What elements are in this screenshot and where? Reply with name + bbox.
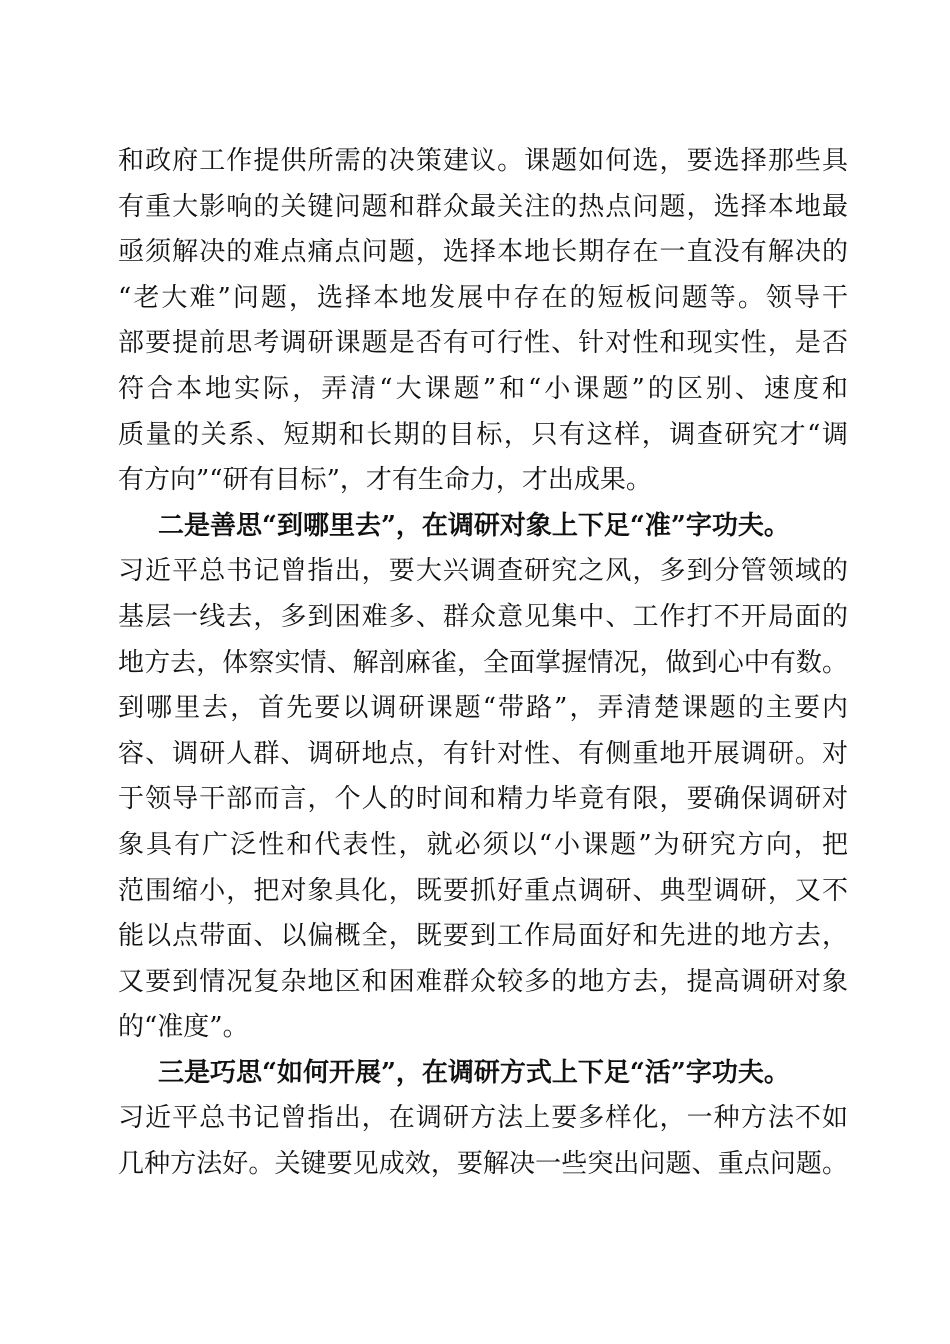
body-text (118, 139, 848, 1188)
text-line: 习近平总书记曾指出，要大兴调查研究之风，多到分管领域的 (118, 556, 848, 587)
text-line: 习近平总书记曾指出，在调研方法上要多样化，一种方法不如 (118, 1103, 848, 1134)
text-line: 又要到情况复杂地区和困难群众较多的地方去，提高调研对象 (118, 966, 848, 997)
paragraph-research-method (118, 1051, 848, 1188)
section-heading: 三是巧思“如何开展”，在调研方式上下足“活”字功夫。 (158, 1057, 790, 1088)
text-line: 能以点带面、以偏概全，既要到工作局面好和先进的地方去， (118, 921, 848, 952)
text-line: 和政府工作提供所需的决策建议。课题如何选，要选择那些具 (118, 146, 848, 176)
text-line: 的“准度”。 (118, 1012, 249, 1043)
text-line: 质量的关系、短期和长期的目标，只有这样，调查研究才“调 (118, 419, 848, 450)
text-line: 到哪里去，首先要以调研课题“带路”，弄清楚课题的主要内 (118, 693, 848, 724)
text-line: 部要提前思考调研课题是否有可行性、针对性和现实性，是否 (118, 328, 848, 359)
text-line: 基层一线去，多到困难多、群众意见集中、工作打不开局面的 (118, 601, 848, 632)
text-line: 于领导干部而言，个人的时间和精力毕竟有限，要确保调研对 (118, 784, 848, 815)
paragraph-topic-selection (118, 139, 848, 504)
section-heading: 二是善思“到哪里去”，在调研对象上下足“准”字功夫。 (158, 510, 790, 541)
text-line: 几种方法好。关键要见成效，要解决一些突出问题、重点问题。 (118, 1149, 848, 1180)
text-line: 亟须解决的难点痛点问题，选择本地长期存在一直没有解决的 (118, 237, 848, 268)
text-line: 容、调研人群、调研地点，有针对性、有侧重地开展调研。对 (118, 738, 848, 769)
text-line: 符合本地实际，弄清“大课题”和“小课题”的区别、速度和 (118, 373, 848, 404)
text-line: 范围缩小，把对象具化，既要抓好重点调研、典型调研，又不 (118, 875, 848, 906)
text-line: “老大难”问题，选择本地发展中存在的短板问题等。领导干 (118, 282, 848, 313)
text-line: 有方向”“研有目标”，才有生命力，才出成果。 (118, 465, 652, 496)
text-line: 有重大影响的关键问题和群众最关注的热点问题，选择本地最 (118, 191, 848, 222)
text-line: 象具有广泛性和代表性，就必须以“小课题”为研究方向，把 (118, 829, 848, 860)
paragraph-research-target (118, 504, 848, 1051)
text-line: 地方去，体察实情、解剖麻雀，全面掌握情况，做到心中有数。 (118, 647, 848, 678)
